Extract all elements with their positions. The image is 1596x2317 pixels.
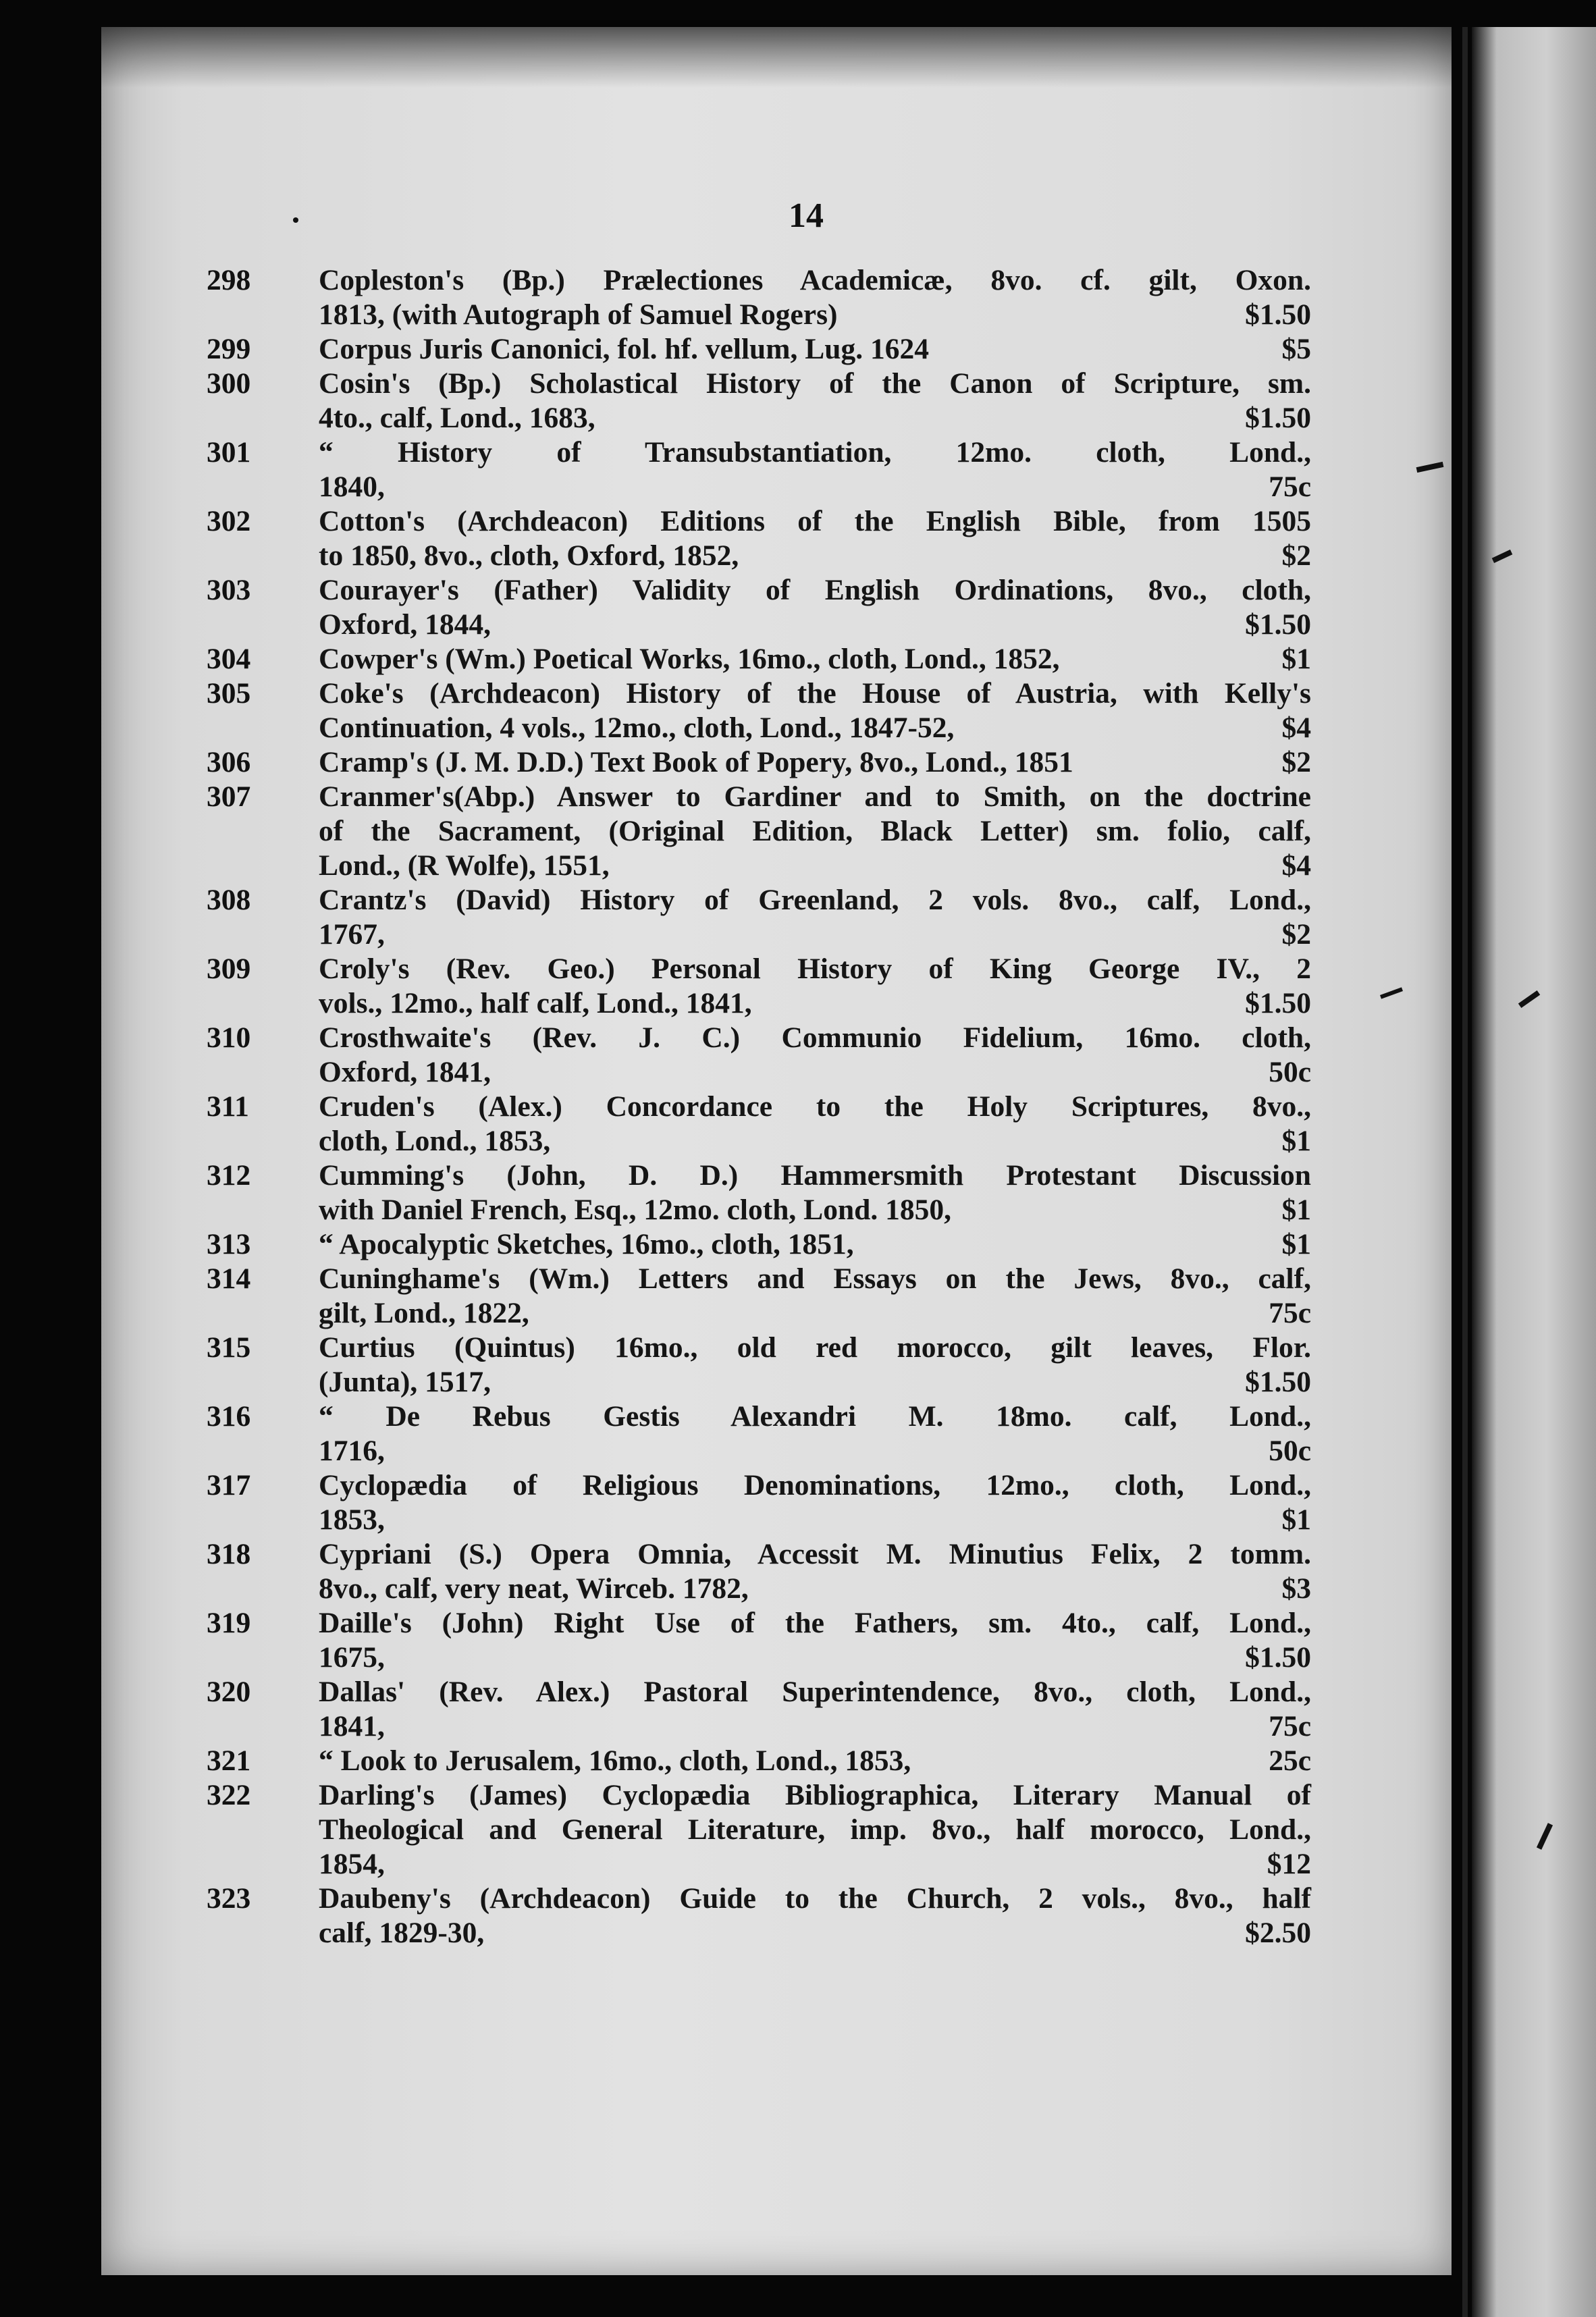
entry-text: Cruden's (Alex.) Concordance to the Holy Scriptures, 8vo.,	[319, 1090, 1311, 1123]
entry-text: Cramp's (J. M. D.D.) Text Book of Popery, 8vo., Lond., 1851	[319, 746, 1073, 778]
entry-text: “ History of Transubstantiation, 12mo. cloth, Lond.,	[319, 436, 1311, 469]
entry-price: $2	[1281, 539, 1311, 572]
entry-text: Cuninghame's (Wm.) Letters and Essays on the Jews, 8vo., calf,	[319, 1262, 1311, 1295]
page-shadow	[101, 27, 1452, 88]
entry-line	[319, 986, 1311, 1021]
entry-text: to 1850, 8vo., cloth, Oxford, 1852,	[319, 539, 739, 572]
entry-text: Theological and General Literature, imp. 8vo., half morocco, Lond.,	[319, 1813, 1311, 1846]
catalogue-entry	[207, 435, 1311, 504]
catalogue-entry	[207, 573, 1311, 642]
catalogue-entry	[207, 1882, 1311, 1950]
entry-text: gilt, Lond., 1822,	[319, 1297, 529, 1329]
entry-price: $5	[1281, 333, 1311, 365]
entry-text: Crosthwaite's (Rev. J. C.) Communio Fidelium, 16mo. cloth,	[319, 1021, 1311, 1054]
entry-text: Cowper's (Wm.) Poetical Works, 16mo., cloth, Lond., 1852,	[319, 643, 1060, 675]
entry-text: Dallas' (Rev. Alex.) Pastoral Superintendence, 8vo., cloth, Lond.,	[319, 1676, 1311, 1708]
entry-number: 312	[207, 1159, 251, 1192]
entry-text: 1840,	[319, 471, 385, 503]
entry-price: $1	[1281, 1194, 1311, 1226]
entry-number: 306	[207, 746, 251, 778]
entry-line	[319, 504, 1311, 539]
entry-number: 314	[207, 1262, 251, 1295]
adjacent-page-edge	[1472, 27, 1596, 2317]
entry-line	[319, 1090, 1311, 1124]
entry-number: 322	[207, 1779, 251, 1811]
entry-line	[319, 1365, 1311, 1400]
entry-text: Cyclopædia of Religious Denominations, 12mo., cloth, Lond.,	[319, 1469, 1311, 1501]
entry-line	[319, 711, 1311, 745]
entry-line	[319, 1262, 1311, 1296]
entry-line	[319, 1503, 1311, 1537]
entry-line	[319, 1606, 1311, 1641]
entry-line	[319, 1813, 1311, 1847]
entry-line	[319, 1021, 1311, 1055]
catalogue-entry	[207, 883, 1311, 952]
entry-text: 8vo., calf, very neat, Wirceb. 1782,	[319, 1572, 749, 1605]
entry-line	[319, 1537, 1311, 1572]
entry-number: 311	[207, 1090, 249, 1123]
catalogue-entry	[207, 1778, 1311, 1882]
entry-line	[319, 1675, 1311, 1709]
entry-price: 50c	[1269, 1056, 1311, 1088]
entry-number: 321	[207, 1745, 251, 1777]
catalogue-entry	[207, 1400, 1311, 1468]
entry-price: $1	[1281, 1125, 1311, 1157]
catalogue-entry	[207, 1468, 1311, 1537]
entry-price: $1	[1281, 1503, 1311, 1536]
catalogue-entry	[207, 780, 1311, 883]
entry-text: Oxford, 1844,	[319, 608, 491, 641]
entry-text: Cypriani (S.) Opera Omnia, Accessit M. Minutius Felix, 2 tomm.	[319, 1538, 1311, 1570]
entry-line	[319, 263, 1311, 298]
entry-price: $12	[1267, 1848, 1311, 1880]
entry-number: 316	[207, 1400, 251, 1433]
entry-price: $2.50	[1245, 1917, 1311, 1949]
entry-text: 1675,	[319, 1641, 385, 1674]
entry-line	[319, 539, 1311, 573]
entry-line	[319, 1158, 1311, 1193]
catalogue-entry	[207, 1021, 1311, 1090]
entry-text: Daille's (John) Right Use of the Fathers, sm. 4to., calf, Lond.,	[319, 1607, 1311, 1639]
entry-line	[319, 298, 1311, 332]
ink-speck	[293, 217, 298, 223]
entry-price: $1.50	[1245, 402, 1311, 434]
entry-number: 315	[207, 1331, 251, 1364]
entry-text: 4to., calf, Lond., 1683,	[319, 402, 595, 434]
catalogue-entry	[207, 504, 1311, 573]
catalogue-entry	[207, 745, 1311, 780]
entry-text: 1813, (with Autograph of Samuel Rogers)	[319, 298, 838, 331]
entry-number: 308	[207, 884, 251, 916]
entry-line	[319, 1882, 1311, 1916]
entry-line	[319, 642, 1311, 676]
entry-text: Lond., (R Wolfe), 1551,	[319, 849, 610, 882]
entry-text: Coke's (Archdeacon) History of the House of Austria, with Kelly's	[319, 677, 1311, 710]
entry-line	[319, 1227, 1311, 1262]
entry-text: cloth, Lond., 1853,	[319, 1125, 551, 1157]
entry-text: Daubeny's (Archdeacon) Guide to the Church, 2 vols., 8vo., half	[319, 1882, 1311, 1915]
entry-text: (Junta), 1517,	[319, 1366, 491, 1398]
entry-text: Crantz's (David) History of Greenland, 2 vols. 8vo., calf, Lond.,	[319, 884, 1311, 916]
catalogue-entry	[207, 1537, 1311, 1606]
entry-price: 75c	[1269, 1710, 1311, 1742]
entry-text: Cranmer's(Abp.) Answer to Gardiner and to Smith, on the doctrine	[319, 780, 1311, 813]
entry-number: 323	[207, 1882, 251, 1915]
catalogue-entry	[207, 1262, 1311, 1331]
entry-text: of the Sacrament, (Original Edition, Black Letter) sm. folio, calf,	[319, 815, 1311, 847]
entry-number: 298	[207, 264, 251, 296]
entry-price: $1.50	[1245, 1641, 1311, 1674]
entry-price: $2	[1281, 918, 1311, 951]
entry-number: 317	[207, 1469, 251, 1501]
entry-number: 319	[207, 1607, 251, 1639]
catalogue-entry	[207, 1606, 1311, 1675]
entry-text: Cosin's (Bp.) Scholastical History of the Canon of Scripture, sm.	[319, 367, 1311, 400]
entry-text: Courayer's (Father) Validity of English Ordinations, 8vo., cloth,	[319, 574, 1311, 606]
entry-price: $4	[1281, 849, 1311, 882]
entry-price: 50c	[1269, 1435, 1311, 1467]
entry-line	[319, 401, 1311, 435]
entry-text: 1854,	[319, 1848, 385, 1880]
entry-line	[319, 1847, 1311, 1882]
entry-line	[319, 814, 1311, 849]
book-catalogue-list	[207, 263, 1311, 1950]
entry-price: $1	[1281, 643, 1311, 675]
entry-number: 318	[207, 1538, 251, 1570]
entry-text: Croly's (Rev. Geo.) Personal History of King George IV., 2	[319, 953, 1311, 985]
entry-line	[319, 1193, 1311, 1227]
entry-line	[319, 1434, 1311, 1468]
entry-line	[319, 367, 1311, 401]
entry-number: 320	[207, 1676, 251, 1708]
entry-line	[319, 435, 1311, 470]
entry-text: vols., 12mo., half calf, Lond., 1841,	[319, 987, 752, 1019]
entry-text: calf, 1829-30,	[319, 1917, 485, 1949]
entry-text: Darling's (James) Cyclopædia Bibliographica, Literary Manual of	[319, 1779, 1311, 1811]
entry-text: Corpus Juris Canonici, fol. hf. vellum, Lug. 1624	[319, 333, 929, 365]
entry-line	[319, 470, 1311, 504]
entry-line	[319, 1468, 1311, 1503]
entry-text: Cotton's (Archdeacon) Editions of the English Bible, from 1505	[319, 505, 1311, 537]
catalogue-entry	[207, 952, 1311, 1021]
entry-price: $1.50	[1245, 298, 1311, 331]
entry-text: “ Apocalyptic Sketches, 16mo., cloth, 1851,	[319, 1228, 854, 1260]
entry-text: Copleston's (Bp.) Prælectiones Academicæ, 8vo. cf. gilt, Oxon.	[319, 264, 1311, 296]
entry-text: with Daniel French, Esq., 12mo. cloth, Lond. 1850,	[319, 1194, 951, 1226]
entry-line	[319, 780, 1311, 814]
entry-text: Curtius (Quintus) 16mo., old red morocco, gilt leaves, Flor.	[319, 1331, 1311, 1364]
entry-text: 1853,	[319, 1503, 385, 1536]
entry-price: $1.50	[1245, 608, 1311, 641]
entry-line	[319, 1744, 1311, 1778]
entry-line	[319, 1572, 1311, 1606]
entry-number: 304	[207, 643, 251, 675]
catalogue-entry	[207, 676, 1311, 745]
gutter-shadow	[1462, 27, 1468, 2317]
entry-number: 307	[207, 780, 251, 813]
entry-number: 309	[207, 953, 251, 985]
entry-line	[319, 1124, 1311, 1158]
entry-line	[319, 1296, 1311, 1331]
entry-line	[319, 745, 1311, 780]
entry-text: 1767,	[319, 918, 385, 951]
entry-line	[319, 849, 1311, 883]
entry-line	[319, 883, 1311, 917]
catalogue-entry	[207, 263, 1311, 332]
entry-price: 75c	[1269, 1297, 1311, 1329]
catalogue-entry	[207, 1090, 1311, 1158]
entry-text: 1716,	[319, 1435, 385, 1467]
entry-price: $2	[1281, 746, 1311, 778]
entry-text: Oxford, 1841,	[319, 1056, 491, 1088]
entry-line	[319, 608, 1311, 642]
entry-price: $3	[1281, 1572, 1311, 1605]
entry-line	[319, 952, 1311, 986]
entry-price: $1	[1281, 1228, 1311, 1260]
entry-number: 303	[207, 574, 251, 606]
catalogue-entry	[207, 1331, 1311, 1400]
entry-line	[319, 332, 1311, 367]
entry-price: $1.50	[1245, 1366, 1311, 1398]
entry-line	[319, 1778, 1311, 1813]
entry-text: “ De Rebus Gestis Alexandri M. 18mo. calf, Lond.,	[319, 1400, 1311, 1433]
catalogue-entry	[207, 367, 1311, 435]
entry-line	[319, 676, 1311, 711]
entry-number: 301	[207, 436, 251, 469]
entry-number: 305	[207, 677, 251, 710]
entry-line	[319, 1055, 1311, 1090]
entry-text: “ Look to Jerusalem, 16mo., cloth, Lond., 1853,	[319, 1745, 911, 1777]
entry-price: 75c	[1269, 471, 1311, 503]
catalogue-entry	[207, 1675, 1311, 1744]
entry-text: Continuation, 4 vols., 12mo., cloth, Lond., 1847-52,	[319, 712, 955, 744]
entry-price: $1.50	[1245, 987, 1311, 1019]
entry-number: 300	[207, 367, 251, 400]
entry-text: 1841,	[319, 1710, 385, 1742]
catalogue-entry	[207, 1744, 1311, 1778]
entry-number: 299	[207, 333, 251, 365]
entry-price: $4	[1281, 712, 1311, 744]
catalogue-entry	[207, 332, 1311, 367]
entry-price: 25c	[1269, 1745, 1311, 1777]
entry-line	[319, 1331, 1311, 1365]
entry-line	[319, 1709, 1311, 1744]
page-number: 14	[789, 196, 824, 235]
entry-line	[319, 1641, 1311, 1675]
catalogue-entry	[207, 642, 1311, 676]
entry-number: 302	[207, 505, 251, 537]
catalogue-entry	[207, 1227, 1311, 1262]
entry-line	[319, 1916, 1311, 1950]
entry-text: Cumming's (John, D. D.) Hammersmith Protestant Discussion	[319, 1159, 1311, 1192]
entry-line	[319, 917, 1311, 952]
entry-number: 310	[207, 1021, 251, 1054]
entry-number: 313	[207, 1228, 251, 1260]
entry-line	[319, 573, 1311, 608]
entry-line	[319, 1400, 1311, 1434]
catalogue-entry	[207, 1158, 1311, 1227]
